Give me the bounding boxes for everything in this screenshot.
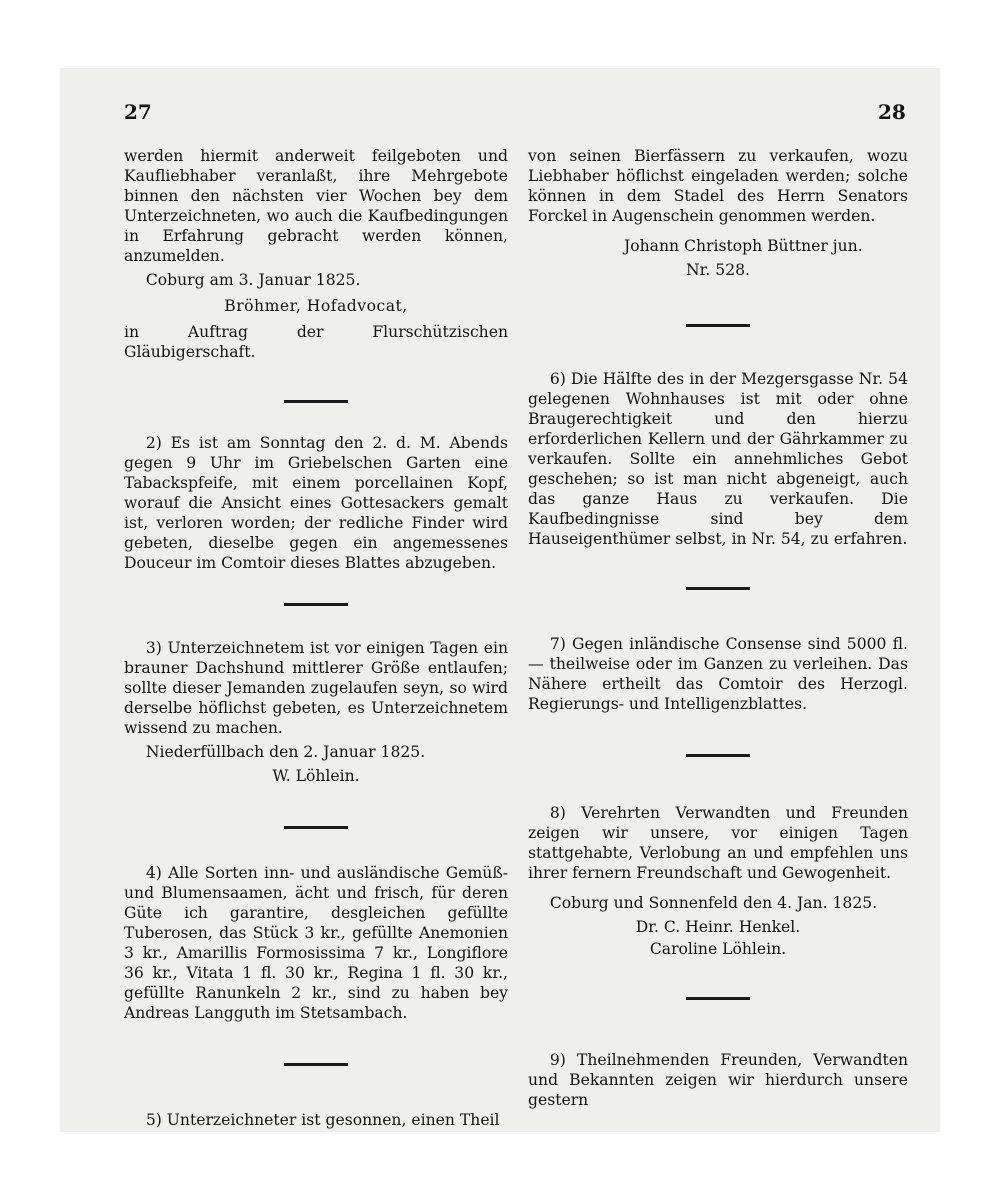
separator-rule (686, 587, 750, 590)
notice-1-body: werden hiermit anderweit feilgeboten und Kaufliebhaber veranlaßt, ihre Mehrgebote binnen den nächsten vier Wochen bey dem Unterzeichneten, wo auch die Kaufbedingungen in Erfahrung gebracht werden können, anzumelden. (124, 147, 508, 265)
right-column (528, 146, 908, 1110)
notice-8-signature-1: Dr. C. Heinr. Henkel. (635, 918, 801, 936)
notice-1-place-date: Coburg am 3. Januar 1825. (145, 271, 361, 289)
separator-rule (686, 997, 750, 1000)
separator-rule (686, 754, 750, 757)
separator-rule (686, 324, 750, 327)
notice-5-continuation: von seinen Bierfässern zu verkaufen, wozu Liebhaber höflichst eingeladen werden; solche können in dem Stadel des Herrn Senators Forckel in Augenschein genommen werden. (528, 147, 908, 225)
notice-8-signature-2: Caroline Löhlein. (649, 940, 787, 958)
notice-9-body: 9) Theilnehmenden Freunden, Verwandten und Bekannten zeigen wir hierdurch unsere gestern (528, 1051, 908, 1109)
separator-rule (284, 603, 348, 606)
notice-3-body: 3) Unterzeichnetem ist vor einigen Tagen ein brauner Dachshund mittlerer Größe entlaufen; sollte dieser Jemanden zugelaufen seyn, so wird derselbe höflichst gebeten, es Unterzeichnetem wissend zu machen. (124, 639, 508, 737)
notice-8-body: 8) Verehrten Verwandten und Freunden zeigen wir unsere, vor einigen Tagen stattgehabte, Verlobung an und empfehlen uns ihrer fernern Freundschaft und Gewogenheit. (528, 804, 908, 882)
notice-6-body: 6) Die Hälfte des in der Mezgersgasse Nr. 54 gelegenen Wohnhauses ist mit oder ohne Braugerechtigkeit und den hierzu erforderlichen Kellern und der Gährkammer zu verkaufen. Sollte ein annehmliches Gebot geschehen; so ist man nicht abgeneigt, auch das ganze Haus zu verkaufen. Die Kaufbedingnisse sind bey dem Hauseigenthümer selbst, in Nr. 54, zu erfahren. (528, 370, 908, 548)
notice-5-house-number: Nr. 528. (685, 261, 751, 279)
notice-3-place-date: Niederfüllbach den 2. Januar 1825. (145, 743, 426, 761)
left-column (124, 146, 508, 1130)
separator-rule (284, 400, 348, 403)
notice-1-capacity: in Auftrag der Flurschützischen Gläubigerschaft. (124, 323, 508, 361)
notice-4-body: 4) Alle Sorten inn- und ausländische Gemüß- und Blumensaamen, ächt und frisch, für deren Güte ich garantire, desgleichen gefüllte Tuberosen, das Stück 3 kr., gefüllte Anemonien 3 kr., Amarillis Formosissima 7 kr., Longiflore 36 kr., Vitata 1 fl. 30 kr., Regina 1 fl. 30 kr., gefüllte Ranunkeln 2 kr., sind zu haben bey Andreas Langguth im Stetsambach. (124, 864, 508, 1022)
notice-7-body: 7) Gegen inländische Consense sind 5000 fl. — theilweise oder im Ganzen zu verleihen. Das Nähere ertheilt das Comtoir des Herzogl. Regierungs- und Intelligenzblattes. (528, 635, 908, 713)
page-number-right: 28 (878, 100, 906, 124)
notice-8-place-date: Coburg und Sonnenfeld den 4. Jan. 1825. (549, 894, 878, 912)
separator-rule (284, 826, 348, 829)
notice-3-signature: W. Löhlein. (272, 767, 360, 785)
page-number-left: 27 (124, 100, 152, 124)
notice-1-signature: Bröhmer, Hofadvocat, (224, 297, 408, 315)
separator-rule (284, 1063, 348, 1066)
notice-5-signature: Johann Christoph Büttner jun. (624, 237, 863, 255)
notice-5-body: 5) Unterzeichneter ist gesonnen, einen Theil (145, 1111, 500, 1129)
notice-2-body: 2) Es ist am Sonntag den 2. d. M. Abends gegen 9 Uhr im Griebelschen Garten eine Tabackspfeife, mit einem porcellainen Kopf, worauf die Ansicht eines Gottesackers gemalt ist, verloren worden; der redliche Finder wird gebeten, dieselbe gegen ein angemessenes Douceur im Comtoir dieses Blattes abzugeben. (124, 434, 508, 572)
